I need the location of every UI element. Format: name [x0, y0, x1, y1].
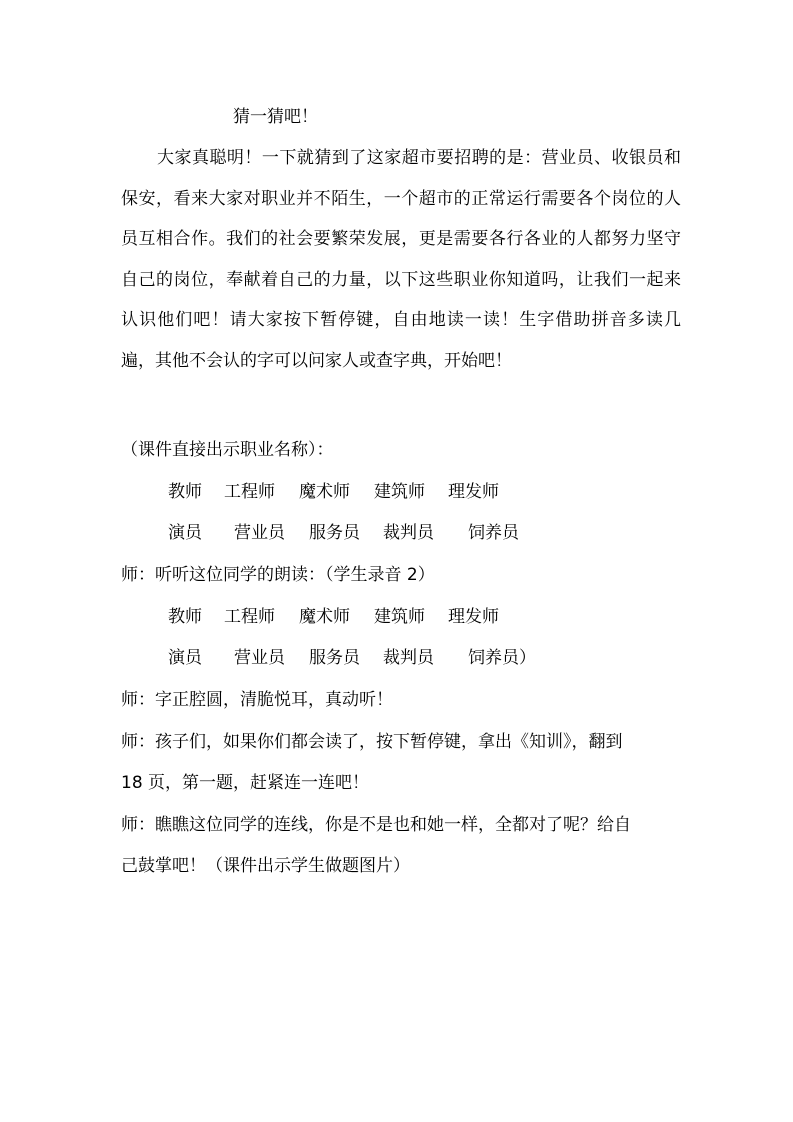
profession-word: 教师 — [168, 482, 202, 502]
teacher-line-4a: 师：瞧瞧这位同学的连线，你是不是也和她一样，全都对了呢？给自 — [121, 815, 631, 835]
profession-word: 建筑师 — [374, 607, 425, 627]
profession-word: 理发师 — [448, 607, 499, 627]
teacher-line-3b: 18 页，第一题，赶紧连一连吧！ — [121, 773, 370, 793]
profession-word: 营业员 — [234, 523, 285, 543]
profession-word: 裁判员 — [383, 648, 434, 668]
profession-word: 建筑师 — [374, 482, 425, 502]
profession-word: 营业员 — [234, 648, 285, 668]
profession-word: 理发师 — [448, 482, 499, 502]
profession-word: 服务员 — [309, 648, 360, 668]
profession-word: 裁判员 — [383, 523, 434, 543]
teacher-line-2: 师：字正腔圆，清脆悦耳，真动听！ — [121, 690, 393, 710]
teacher-line-3a: 师：孩子们，如果你们都会读了，按下暂停键，拿出《知训》，翻到 — [121, 732, 623, 752]
profession-word: 工程师 — [224, 607, 275, 627]
profession-word: 演员 — [168, 523, 202, 543]
profession-word: 工程师 — [224, 482, 275, 502]
profession-word: 教师 — [168, 607, 202, 627]
profession-word: 演员 — [168, 648, 202, 668]
teacher-line-1: 师：听听这位同学的朗读：（学生录音 2） — [121, 565, 435, 585]
courseware-note: （课件直接出示职业名称）： — [121, 440, 334, 460]
profession-word: 服务员 — [309, 523, 360, 543]
profession-word: 饲养员） — [468, 648, 536, 668]
teacher-line-4b: 己鼓掌吧！（课件出示学生做题图片） — [121, 856, 410, 876]
profession-word: 魔术师 — [299, 607, 350, 627]
profession-word: 魔术师 — [299, 482, 350, 502]
profession-word: 饲养员 — [468, 523, 519, 543]
heading: 猜一猜吧！ — [233, 107, 318, 127]
intro-paragraph: 大家真聪明！一下就猜到了这家超市要招聘的是：营业员、收银员和保安，看来大家对职业并不陌生，一个超市的正常运行需要各个岗位的人员互相合作。我们的社会要繁荣发展，更是需要各行各业的人都努力坚守自己的岗位，奉献着自己的力量，以下这些职业你知道吗，让我们一起来认识他们吧！请大家按下暂停键，自由地读一读！生字借助拼音多读几遍，其他不会认的字可以问家人或查字典，开始吧！ — [121, 148, 681, 371]
